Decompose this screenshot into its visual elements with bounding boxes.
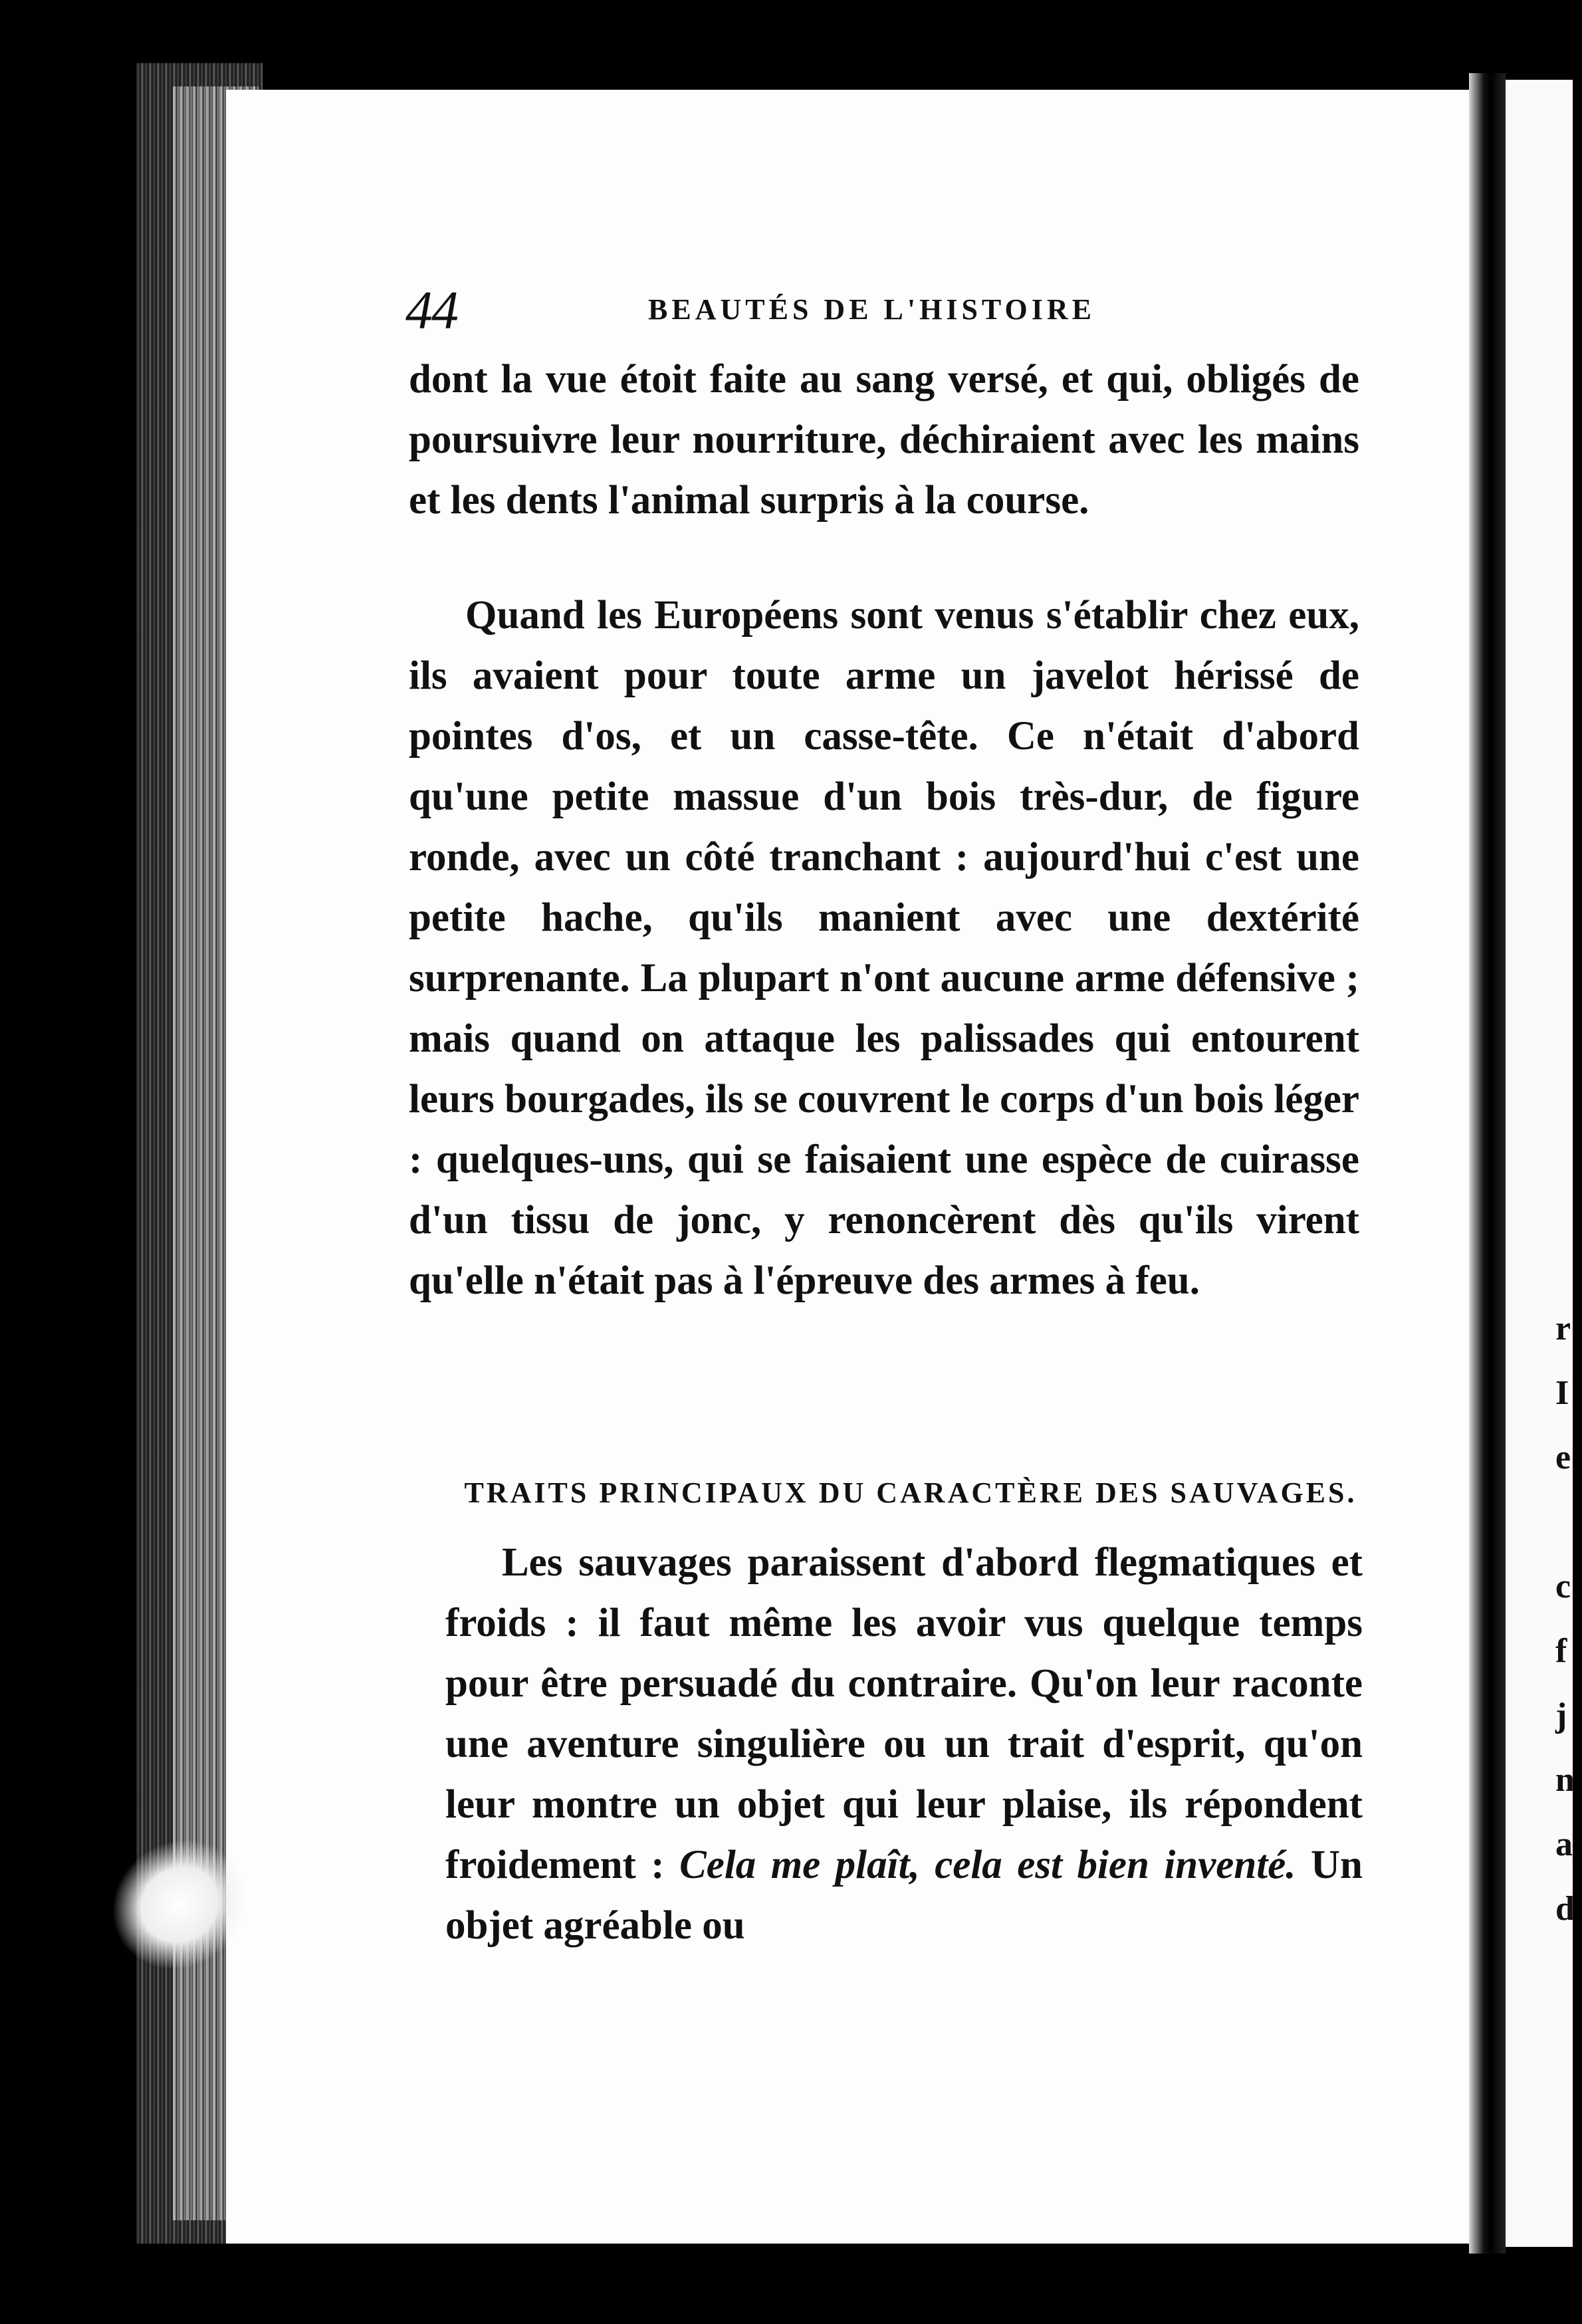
facing-letter: a [1555,1825,1573,1863]
paragraph-europeens [409,585,1359,1311]
facing-letter: d [1555,1890,1575,1928]
page-header [405,279,1369,339]
paragraph-2: Quand les Européens sont venus s'établir chez eux, ils avaient pour toute arme un javelot hérissé de pointes d'os, et un casse-tête. Ce n'était d'abord qu'une petite massue d'un bois très-dur, de figure ronde, avec un côté tranchant : aujourd'hui c'est une petite hache, qu'ils manient avec une dextérité surprenante. La plupart n'ont aucune arme défensive ; mais quand on attaque les palissades qui entourent leurs bourgades, ils se couvrent le corps d'un bois léger : quelques-uns, qui se faisaient une espèce de cuirasse d'un tissu de jonc, y renoncèrent dès qu'ils virent qu'elle n'était pas à l'épreuve des armes à feu. [409,593,1359,1303]
running-head: BEAUTÉS DE L'HISTOIRE [648,293,1095,326]
facing-letter: n [1555,1761,1575,1799]
facing-page-letters [1555,1296,1582,1941]
facing-letter: c [1555,1568,1571,1605]
paragraph-1: dont la vue étoit faite au sang versé, et qui, obligés de poursuivre leur nourriture, déchiraient avec les mains et les dents l'animal surpris à la course. [409,357,1359,523]
book-gutter [1469,73,1506,2254]
paragraph-3-end: Un objet agréable ou [445,1843,1363,1948]
facing-letter: e [1555,1439,1571,1476]
facing-letter: j [1555,1696,1567,1734]
facing-letter [1555,1490,1582,1554]
paragraph-sauvages [445,1532,1363,1956]
paragraph-3-text: Les sauvages paraissent d'abord flegmatiques et froids : il faut même les avoir vus quelque temps pour être persuadé du contraire. Qu'on leur raconte une aventure singulière ou un trait d'esprit, qu'on leur montre un objet qui leur plaise, ils répondent froidement : [445,1540,1363,1887]
facing-letter: r [1555,1310,1571,1347]
paragraph-3 [445,1532,1363,1956]
facing-letter: f [1555,1632,1567,1670]
section-heading: TRAITS PRINCIPAUX DU CARACTÈRE DES SAUVAGES. [464,1476,1357,1509]
facing-letter: I [1555,1374,1569,1412]
paragraph-3-quote: Cela me plaît, cela est bien inventé. [679,1843,1296,1887]
paragraph-continued [409,349,1359,530]
page-number: 44 [405,280,457,340]
